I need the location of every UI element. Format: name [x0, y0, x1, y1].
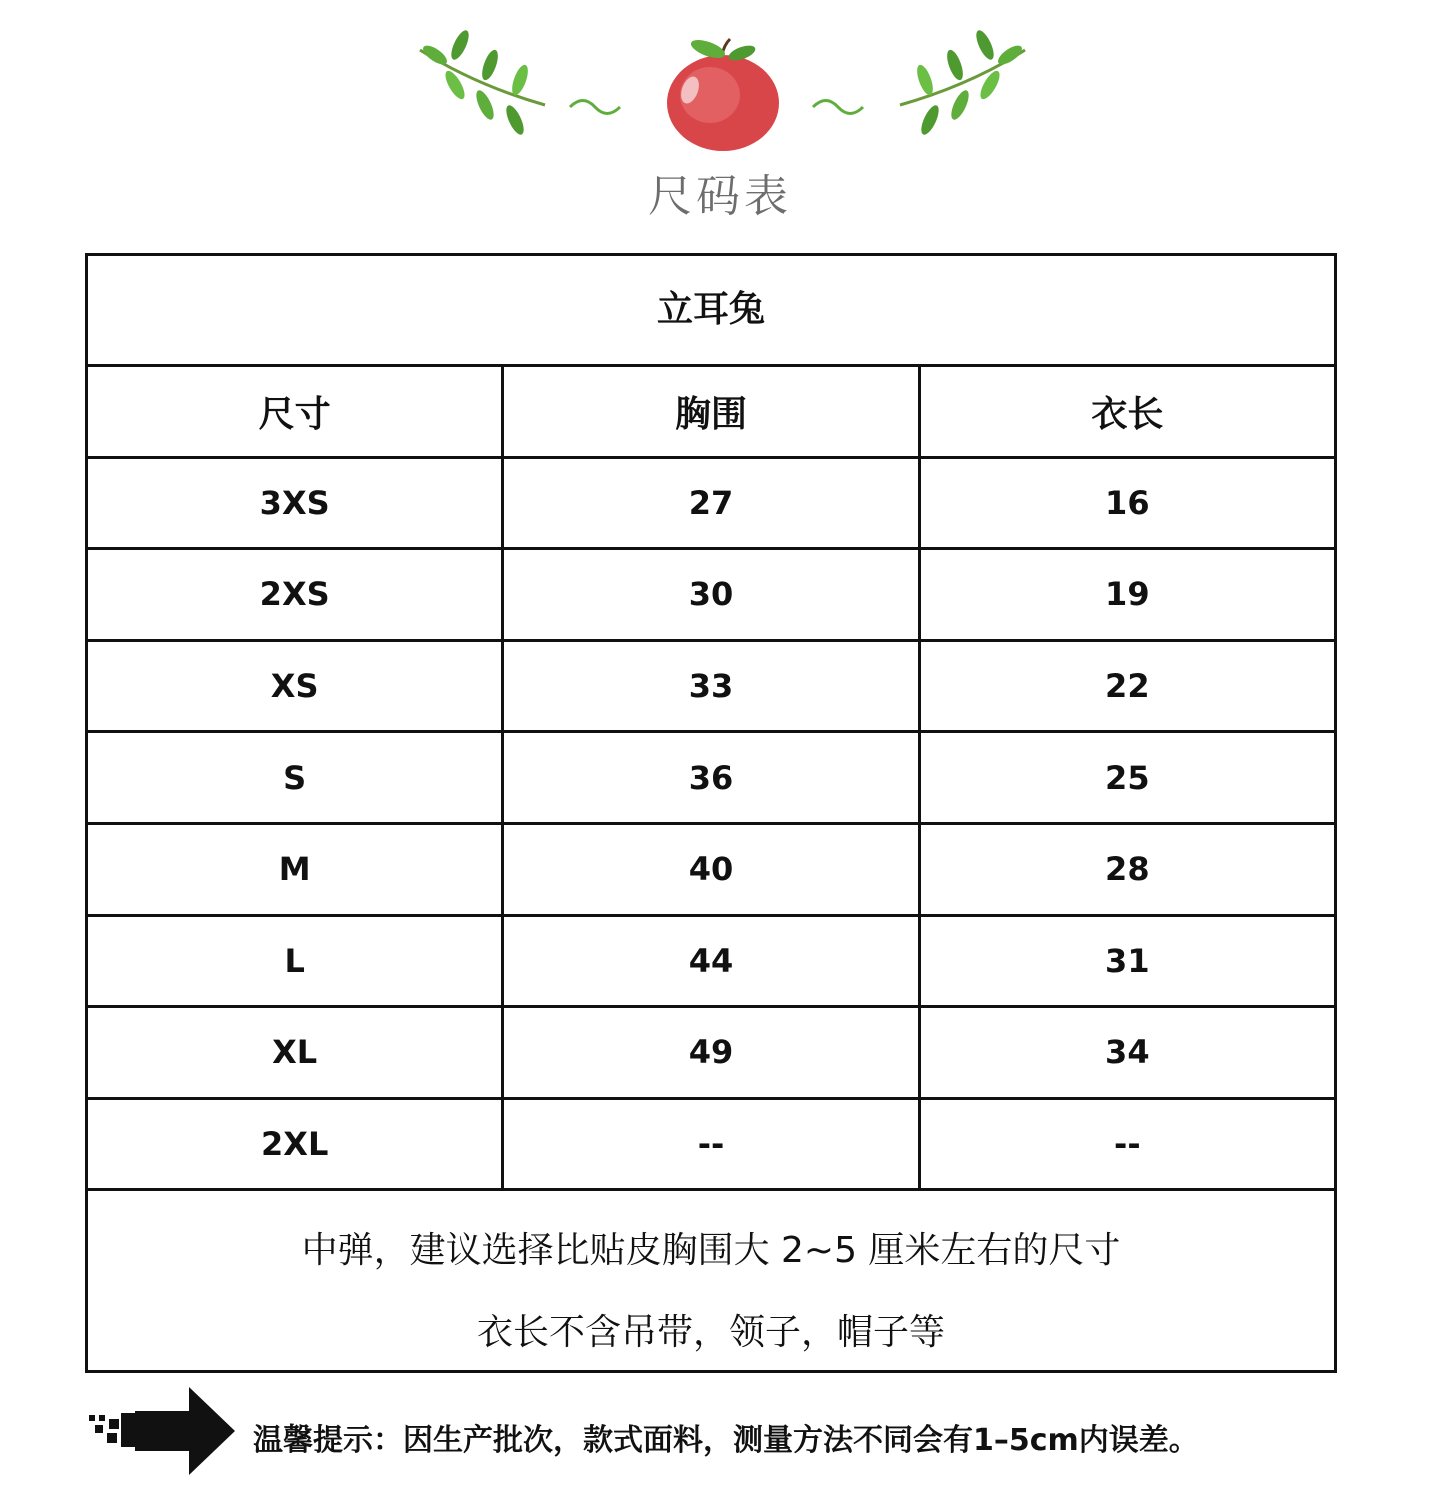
length-cell: 19	[1105, 575, 1150, 614]
table-grid	[88, 367, 1334, 1191]
tip-text: 温馨提示：因生产批次，款式面料，测量方法不同会有1–5cm内误差。	[253, 1423, 1199, 1458]
length-cell: 34	[1105, 1033, 1150, 1072]
table-row	[88, 825, 1334, 917]
note-length: 衣长不含吊带，领子，帽子等	[476, 1312, 945, 1353]
table-row	[88, 642, 1334, 734]
column-header-chest: 胸围	[504, 367, 920, 456]
size-cell: 2XS	[88, 550, 504, 639]
size-cell: 3XS	[88, 459, 504, 548]
tilde-icon	[808, 92, 868, 122]
table-notes	[88, 1192, 1334, 1370]
table-row	[88, 550, 1334, 642]
chest-cell: 36	[504, 733, 920, 822]
size-cell: 2XL	[88, 1100, 504, 1189]
apple-icon	[660, 35, 790, 155]
size-cell: XL	[88, 1008, 504, 1097]
size-table	[85, 253, 1337, 1373]
length-cell: 16	[1105, 483, 1150, 522]
table-row	[88, 1008, 1334, 1100]
warm-tip	[85, 1385, 1385, 1475]
size-cell: L	[88, 917, 504, 1006]
table-row	[88, 459, 1334, 551]
table-row	[88, 1100, 1334, 1192]
chest-cell: 30	[504, 550, 920, 639]
chest-cell: 49	[504, 1008, 920, 1097]
length-cell: 22	[1105, 667, 1150, 706]
chest-cell: 40	[504, 825, 920, 914]
table-row	[88, 917, 1334, 1009]
table-header-row	[88, 367, 1334, 459]
chest-cell: 27	[504, 459, 920, 548]
table-title: 立耳兔	[88, 256, 1334, 367]
length-cell: 25	[1105, 758, 1150, 797]
page-title: 尺码表	[648, 171, 792, 222]
chest-cell: 44	[504, 917, 920, 1006]
arrow-right-icon	[85, 1385, 245, 1475]
chest-cell: --	[504, 1100, 920, 1189]
leaf-sprig-icon	[415, 30, 565, 140]
note-elasticity: 中弹，建议选择比贴皮胸围大 2~5 厘米左右的尺寸	[301, 1230, 1121, 1271]
size-cell: M	[88, 825, 504, 914]
tilde-icon	[565, 92, 625, 122]
column-header-length: 衣长	[1091, 393, 1164, 435]
size-cell: S	[88, 733, 504, 822]
length-cell: --	[1114, 1125, 1141, 1164]
length-cell: 31	[1105, 941, 1150, 980]
table-row	[88, 733, 1334, 825]
length-cell: 28	[1105, 850, 1150, 889]
size-cell: XS	[88, 642, 504, 731]
chest-cell: 33	[504, 642, 920, 731]
leaf-sprig-icon	[880, 30, 1030, 140]
column-header-size: 尺寸	[88, 367, 504, 456]
